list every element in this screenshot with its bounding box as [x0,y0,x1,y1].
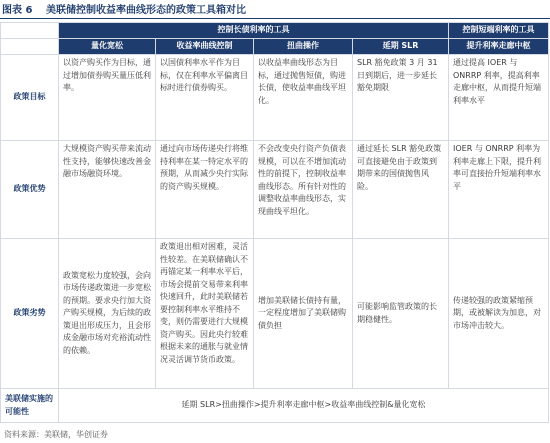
cell-adv-slr: 通过延长 SLR 豁免政策可直接避免由于政策到期带来的国债抛售风险。 [353,141,449,239]
row-header-policy-goal: 政策目标 [1,55,59,141]
cell-goal-qe: 以资产购买作为目标，通过增加债券购买量压低利率。 [59,55,156,141]
corner-cell-2 [1,39,59,55]
source-note: 资料来源：美联储，华创证券 [4,430,108,439]
group-header-long-rate: 控制长债利率的工具 [59,23,449,39]
cell-dis-twist: 增加美联储长债持有量，一定程度增加了美联储购债负担 [254,239,353,389]
cell-goal-ycc: 以国债利率水平作为目标，仅在利率水平偏离目标时进行债券购买。 [156,55,254,141]
cell-dis-corridor: 传递较强的政策紧缩预期，或被解读为加息，对市场冲击较大。 [449,239,549,389]
cell-goal-twist: 以收益率曲线形态为目标，通过抛售短债，购进长债，使收益率曲线平坦化。 [254,55,353,141]
col-header-slr: 延期 SLR [353,39,449,55]
cell-dis-qe: 政策宽松力度较强，会向市场传递政策进一步宽松的预期。要求央行加大资产购买规模，为后续的政策退出形成压力，且会形成金融市场对充裕流动性的依赖。 [59,239,156,389]
cell-goal-slr: SLR 豁免政策 3 月 31 日到期后，进一步延长豁免期限 [353,55,449,141]
group-header-short-rate: 控制短端利率的工具 [449,23,549,39]
col-header-corridor: 提升利率走廊中枢 [449,39,549,55]
cell-goal-corridor: 通过提高 IOER 与 ONRRP 利率，提高利率走廊中枢，从而提升短端利率水平 [449,55,549,141]
figure-number: 图表 6 [2,5,33,16]
feasibility-sequence: 延期 SLR>扭曲操作>提升利率走廊中枢>收益率曲线控制&量化宽松 [59,389,549,423]
col-header-ycc: 收益率曲线控制 [156,39,254,55]
table-row-policy-goal [1,55,549,141]
corner-cell [1,23,59,39]
figure-title: 美联储控制收益率曲线形态的政策工具箱对比 [46,5,246,16]
col-header-qe: 量化宽松 [59,39,156,55]
table-row-policy-disadvantage [1,239,549,389]
cell-adv-twist: 不会改变央行资产负债表规模，可以在不增加流动性的前提下，控制收益率曲线形态。所有针对性的调整收益率曲线形态，实现曲线平坦化。 [254,141,353,239]
row-header-policy-advantage: 政策优势 [1,141,59,239]
cell-adv-qe: 大规模资产购买带来流动性支持，能够快速改善金融市场融资环境。 [59,141,156,239]
figure-title-bar [0,0,550,19]
table-row-feasibility [1,389,549,423]
cell-dis-slr: 可能影响监管政策的长期稳健性。 [353,239,449,389]
table-row-policy-advantage [1,141,549,239]
cell-dis-ycc: 政策退出相对困难，灵活性较差。在美联储确认不再锚定某一利率水平后，市场会提前交易带来利率快速回升，此时美联储若要控制利率水平维持不变，则仍需要进行大规模资产购买。因此央行较难根据未来的通胀与就业情况灵活调节货币政策。 [156,239,254,389]
row-header-policy-disadvantage: 政策劣势 [1,239,59,389]
policy-comparison-table [0,22,549,423]
cell-adv-ycc: 通过向市场传递央行将维持利率在某一特定水平的预期，从而减少央行实际的资产购买规模。 [156,141,254,239]
row-header-feasibility: 美联储实施的可能性 [1,389,59,423]
cell-adv-corridor: IOER 与 ONRRP 利率为利率走廊上下限，提升利率可直接抬升短端利率水平 [449,141,549,239]
col-header-twist: 扭曲操作 [254,39,353,55]
